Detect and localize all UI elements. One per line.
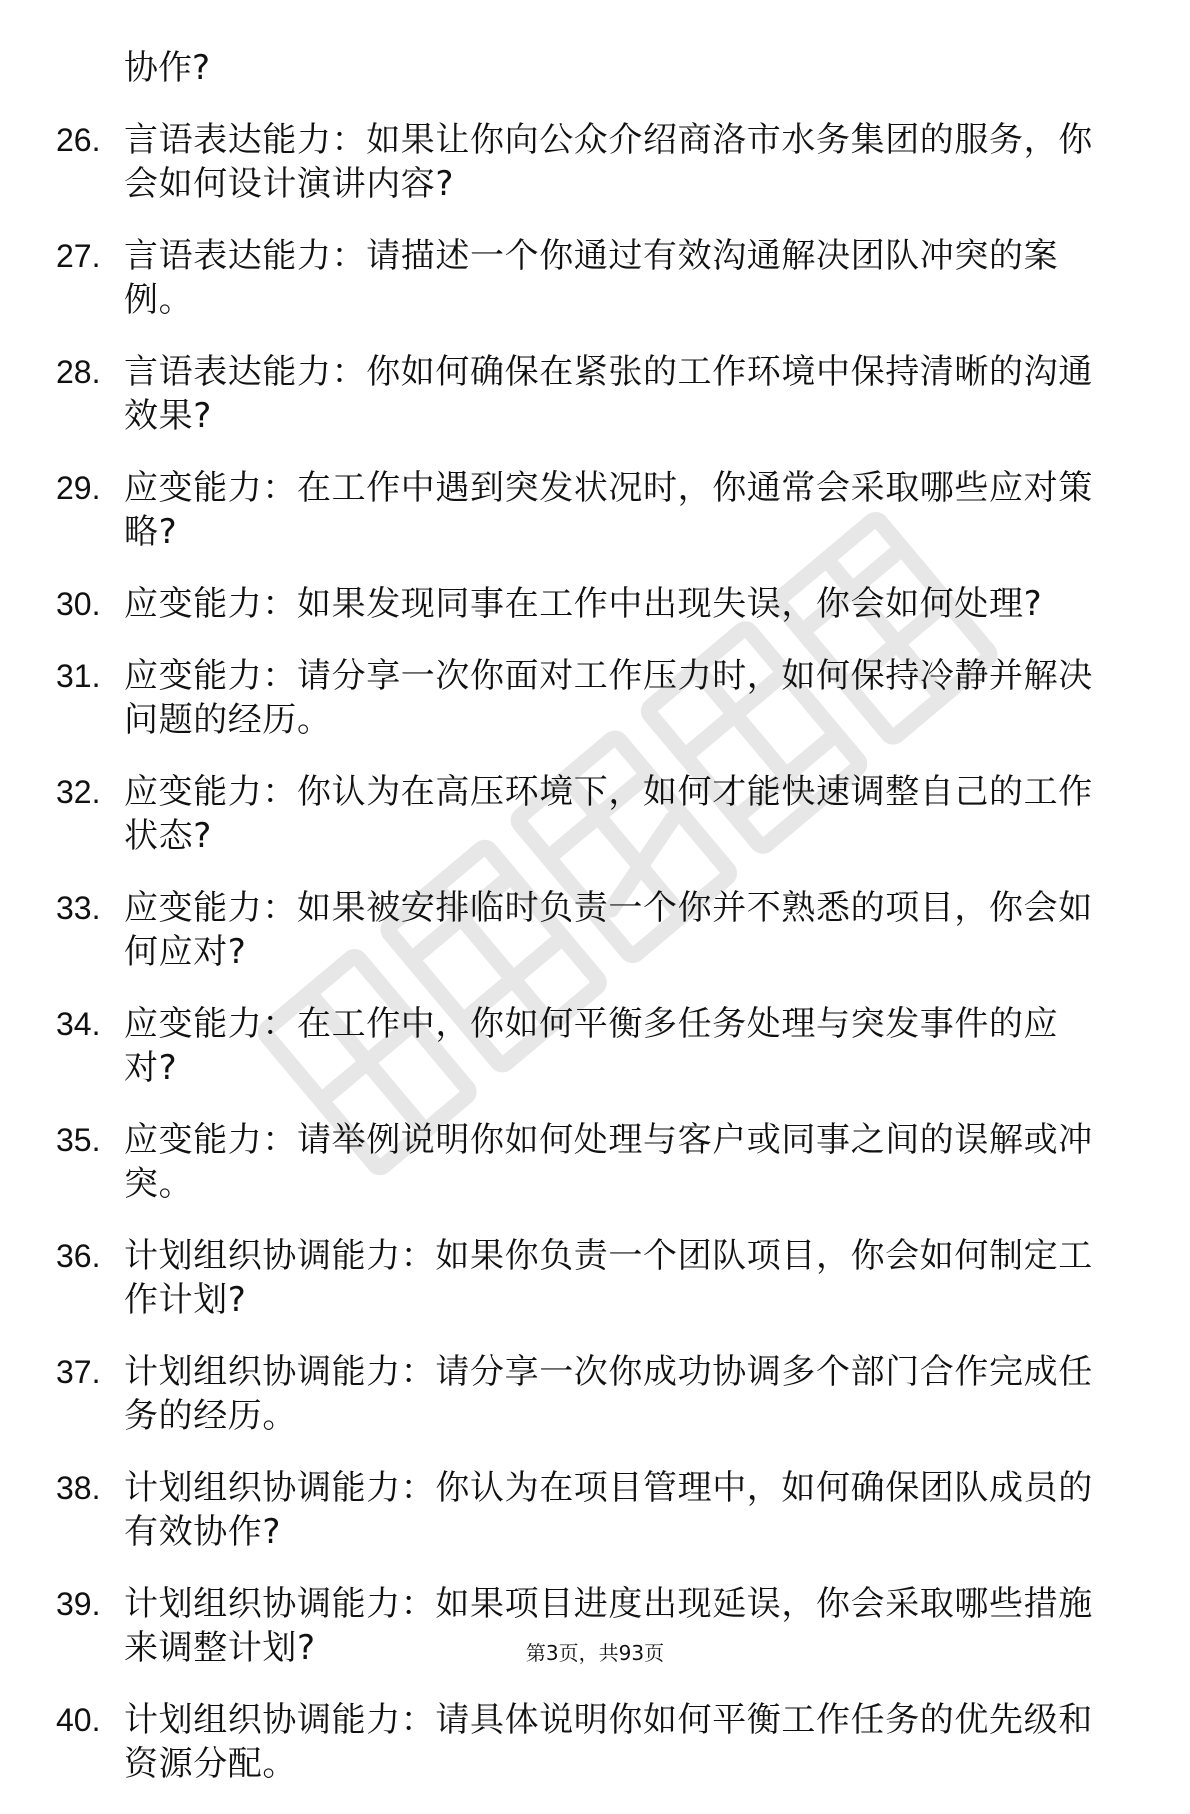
list-item [56,1118,1116,1206]
question-text-line: 计划组织协调能力：请具体说明你如何平衡工作任务的优先级和 [124,1700,1093,1740]
question-text-line: 状态? [124,816,212,856]
question-text-line: 会如何设计演讲内容? [124,164,455,204]
question-number: 33. [56,890,101,926]
question-text [124,886,1116,974]
question-text-line: 作计划? [124,1280,247,1320]
list-item [56,234,1116,322]
question-text-line: 何应对? [124,932,247,972]
question-number: 29. [56,470,101,506]
question-text-line: 应变能力：如果发现同事在工作中出现失误，你会如何处理? [124,584,1043,624]
question-number: 30. [56,586,101,622]
question-text-line: 务的经历。 [124,1396,297,1436]
question-text-line: 问题的经历。 [124,700,332,740]
question-number: 40. [56,1702,101,1738]
question-text [124,466,1116,554]
question-number: 34. [56,1006,101,1042]
question-text [124,1350,1116,1438]
question-text-line: 应变能力：你认为在高压环境下，如何才能快速调整自己的工作 [124,772,1093,812]
question-number: 38. [56,1470,101,1506]
question-text-line: 应变能力：请分享一次你面对工作压力时，如何保持冷静并解决 [124,656,1093,696]
question-text [124,1698,1116,1786]
question-list [56,118,1116,1786]
question-text-line: 例。 [124,280,194,320]
page-footer: 第3页，共93页 [525,1641,665,1665]
list-item [56,1002,1116,1090]
question-number: 36. [56,1238,101,1274]
question-text [124,654,1116,742]
question-text-line: 略? [124,512,178,552]
question-text [124,350,1116,438]
question-text-line: 应变能力：请举例说明你如何处理与客户或同事之间的误解或冲 [124,1120,1093,1160]
question-number: 31. [56,658,101,694]
question-text-line: 效果? [124,396,212,436]
question-text-line: 有效协作? [124,1512,282,1552]
question-text-line: 计划组织协调能力：如果项目进度出现延误，你会采取哪些措施 [124,1584,1093,1624]
list-item [56,886,1116,974]
question-text [124,582,1116,626]
list-item [56,466,1116,554]
question-text-line: 来调整计划? [124,1628,316,1668]
list-item [56,1698,1116,1786]
list-item [56,770,1116,858]
list-item [56,1466,1116,1554]
continuation-text: 协作? [124,48,211,88]
question-text [124,1466,1116,1554]
list-item [56,350,1116,438]
list-item [56,118,1116,206]
question-text-line: 突。 [124,1164,194,1204]
question-text-line: 计划组织协调能力：请分享一次你成功协调多个部门合作完成任 [124,1352,1093,1392]
question-number: 35. [56,1122,101,1158]
question-number: 32. [56,774,101,810]
list-item [56,1234,1116,1322]
question-text-line: 言语表达能力：请描述一个你通过有效沟通解决团队冲突的案 [124,236,1059,276]
question-text [124,1002,1116,1090]
question-number: 39. [56,1586,101,1622]
question-text-line: 言语表达能力：你如何确保在紧张的工作环境中保持清晰的沟通 [124,352,1093,392]
question-text-line: 应变能力：在工作中，你如何平衡多任务处理与突发事件的应 [124,1004,1059,1044]
question-text [124,1234,1116,1322]
question-text-line: 应变能力：如果被安排临时负责一个你并不熟悉的项目，你会如 [124,888,1093,928]
question-text [124,770,1116,858]
question-number: 37. [56,1354,101,1390]
list-item [56,654,1116,742]
question-text-line: 应变能力：在工作中遇到突发状况时，你通常会采取哪些应对策 [124,468,1093,508]
question-text [124,234,1116,322]
question-text-line: 对? [124,1048,178,1088]
question-number: 26. [56,122,101,158]
list-item [56,1350,1116,1438]
question-number: 28. [56,354,101,390]
question-text [124,1118,1116,1206]
question-number: 27. [56,238,101,274]
question-content [56,46,1116,1814]
question-text-line: 资源分配。 [124,1744,297,1784]
question-text [124,118,1116,206]
question-text-line: 计划组织协调能力：如果你负责一个团队项目，你会如何制定工 [124,1236,1093,1276]
question-text-line: 计划组织协调能力：你认为在项目管理中，如何确保团队成员的 [124,1468,1093,1508]
list-item [56,582,1116,626]
question-text-line: 言语表达能力：如果让你向公众介绍商洛市水务集团的服务，你 [124,120,1093,160]
